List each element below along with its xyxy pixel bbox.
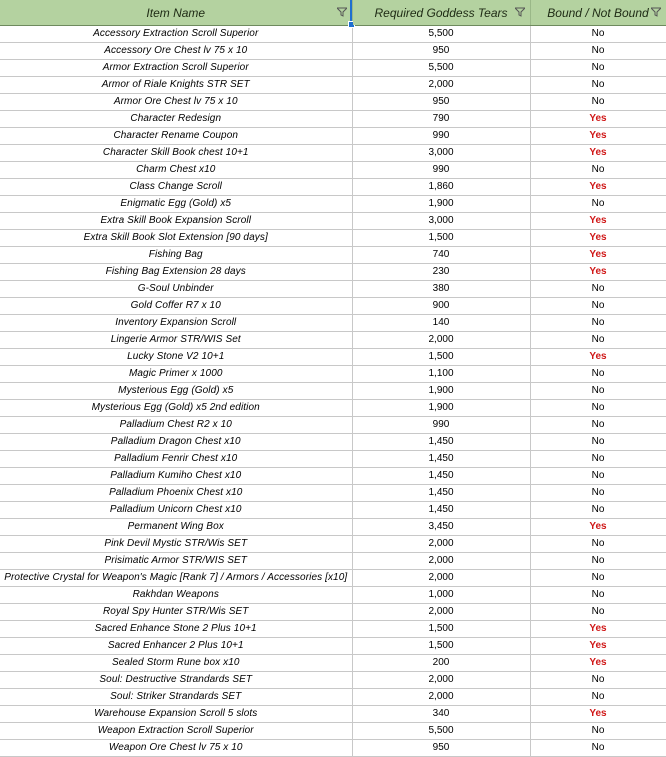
tears-cell[interactable]: 1,900 bbox=[352, 196, 530, 213]
name-cell[interactable]: Fishing Bag bbox=[0, 247, 352, 264]
tears-cell[interactable]: 5,500 bbox=[352, 60, 530, 77]
header-bound[interactable] bbox=[530, 0, 666, 26]
bound-cell[interactable]: No bbox=[530, 604, 666, 621]
table-row bbox=[0, 689, 666, 706]
name-cell[interactable]: Mysterious Egg (Gold) x5 2nd edition bbox=[0, 400, 352, 417]
tears-cell[interactable]: 3,450 bbox=[352, 519, 530, 536]
tears-cell[interactable]: 200 bbox=[352, 655, 530, 672]
name-cell[interactable]: Palladium Kumiho Chest x10 bbox=[0, 468, 352, 485]
table-row bbox=[0, 672, 666, 689]
name-cell[interactable]: Palladium Dragon Chest x10 bbox=[0, 434, 352, 451]
filter-icon[interactable] bbox=[651, 7, 661, 17]
name-cell[interactable]: Armor Extraction Scroll Superior bbox=[0, 60, 352, 77]
tears-cell[interactable]: 950 bbox=[352, 43, 530, 60]
table-row bbox=[0, 196, 666, 213]
name-cell[interactable]: Sacred Enhance Stone 2 Plus 10+1 bbox=[0, 621, 352, 638]
bound-cell[interactable]: No bbox=[530, 468, 666, 485]
bound-cell[interactable]: No bbox=[530, 417, 666, 434]
header-item-name[interactable] bbox=[0, 0, 352, 26]
table-row bbox=[0, 383, 666, 400]
table-row bbox=[0, 604, 666, 621]
tears-cell[interactable]: 1,500 bbox=[352, 230, 530, 247]
name-cell[interactable]: Weapon Extraction Scroll Superior bbox=[0, 723, 352, 740]
tears-cell[interactable]: 2,000 bbox=[352, 332, 530, 349]
tears-cell[interactable]: 140 bbox=[352, 315, 530, 332]
header-tears-label: Required Goddess Tears bbox=[374, 5, 508, 20]
name-cell[interactable]: Palladium Chest R2 x 10 bbox=[0, 417, 352, 434]
tears-cell[interactable]: 1,100 bbox=[352, 366, 530, 383]
name-cell[interactable]: Mysterious Egg (Gold) x5 bbox=[0, 383, 352, 400]
name-cell[interactable]: Extra Skill Book Expansion Scroll bbox=[0, 213, 352, 230]
table-row bbox=[0, 349, 666, 366]
tears-cell[interactable]: 1,900 bbox=[352, 400, 530, 417]
table-row bbox=[0, 77, 666, 94]
tears-cell[interactable]: 3,000 bbox=[352, 213, 530, 230]
bound-cell[interactable]: No bbox=[530, 43, 666, 60]
tears-cell[interactable]: 990 bbox=[352, 162, 530, 179]
tears-cell[interactable]: 5,500 bbox=[352, 26, 530, 43]
name-cell[interactable]: Palladium Fenrir Chest x10 bbox=[0, 451, 352, 468]
bound-cell[interactable]: No bbox=[530, 689, 666, 706]
tears-cell[interactable]: 2,000 bbox=[352, 570, 530, 587]
bound-cell[interactable]: Yes bbox=[530, 264, 666, 281]
bound-cell[interactable]: Yes bbox=[530, 247, 666, 264]
name-cell[interactable]: Class Change Scroll bbox=[0, 179, 352, 196]
table-row bbox=[0, 400, 666, 417]
table-row bbox=[0, 43, 666, 60]
bound-cell[interactable]: No bbox=[530, 366, 666, 383]
bound-cell[interactable]: Yes bbox=[530, 145, 666, 162]
tears-cell[interactable]: 990 bbox=[352, 417, 530, 434]
tears-cell[interactable]: 950 bbox=[352, 740, 530, 757]
bound-cell[interactable]: No bbox=[530, 723, 666, 740]
tears-cell[interactable]: 2,000 bbox=[352, 536, 530, 553]
name-cell[interactable]: Rakhdan Weapons bbox=[0, 587, 352, 604]
bound-cell[interactable]: Yes bbox=[530, 128, 666, 145]
name-cell[interactable]: Character Redesign bbox=[0, 111, 352, 128]
tears-cell[interactable]: 2,000 bbox=[352, 672, 530, 689]
name-cell[interactable]: Soul: Striker Strandards SET bbox=[0, 689, 352, 706]
name-cell[interactable]: Extra Skill Book Slot Extension [90 days] bbox=[0, 230, 352, 247]
tears-cell[interactable]: 1,500 bbox=[352, 638, 530, 655]
bound-cell[interactable]: No bbox=[530, 77, 666, 94]
tears-cell[interactable]: 1,450 bbox=[352, 468, 530, 485]
bound-cell[interactable]: Yes bbox=[530, 213, 666, 230]
name-cell[interactable]: Character Rename Coupon bbox=[0, 128, 352, 145]
tears-cell[interactable]: 900 bbox=[352, 298, 530, 315]
tears-cell[interactable]: 2,000 bbox=[352, 553, 530, 570]
bound-cell[interactable]: No bbox=[530, 570, 666, 587]
table-row bbox=[0, 145, 666, 162]
name-cell[interactable]: Sacred Enhancer 2 Plus 10+1 bbox=[0, 638, 352, 655]
bound-cell[interactable]: No bbox=[530, 60, 666, 77]
table-row bbox=[0, 179, 666, 196]
bound-cell[interactable]: No bbox=[530, 672, 666, 689]
table-row bbox=[0, 468, 666, 485]
tears-cell[interactable]: 2,000 bbox=[352, 604, 530, 621]
bound-cell[interactable]: No bbox=[530, 26, 666, 43]
filter-icon[interactable] bbox=[515, 7, 525, 17]
name-cell[interactable]: Weapon Ore Chest lv 75 x 10 bbox=[0, 740, 352, 757]
bound-cell[interactable]: No bbox=[530, 196, 666, 213]
table-row bbox=[0, 621, 666, 638]
bound-cell[interactable]: No bbox=[530, 485, 666, 502]
name-cell[interactable]: Gold Coffer R7 x 10 bbox=[0, 298, 352, 315]
bound-cell[interactable]: No bbox=[530, 315, 666, 332]
tears-cell[interactable]: 1,450 bbox=[352, 485, 530, 502]
table-row bbox=[0, 298, 666, 315]
tears-cell[interactable]: 340 bbox=[352, 706, 530, 723]
bound-cell[interactable]: No bbox=[530, 536, 666, 553]
tears-cell[interactable]: 1,500 bbox=[352, 349, 530, 366]
table-row bbox=[0, 94, 666, 111]
tears-cell[interactable]: 1,450 bbox=[352, 502, 530, 519]
tears-cell[interactable]: 230 bbox=[352, 264, 530, 281]
bound-cell[interactable]: No bbox=[530, 553, 666, 570]
bound-cell[interactable]: Yes bbox=[530, 706, 666, 723]
bound-cell[interactable]: Yes bbox=[530, 638, 666, 655]
table-row bbox=[0, 162, 666, 179]
bound-cell[interactable]: No bbox=[530, 298, 666, 315]
name-cell[interactable]: Soul: Destructive Strandards SET bbox=[0, 672, 352, 689]
table-row bbox=[0, 366, 666, 383]
tears-cell[interactable]: 740 bbox=[352, 247, 530, 264]
name-cell[interactable]: G-Soul Unbinder bbox=[0, 281, 352, 298]
bound-cell[interactable]: Yes bbox=[530, 179, 666, 196]
bound-cell[interactable]: No bbox=[530, 383, 666, 400]
name-cell[interactable]: Lingerie Armor STR/WIS Set bbox=[0, 332, 352, 349]
table-row bbox=[0, 60, 666, 77]
table-row bbox=[0, 740, 666, 757]
bound-cell[interactable]: No bbox=[530, 400, 666, 417]
table-row bbox=[0, 247, 666, 264]
bound-cell[interactable]: Yes bbox=[530, 111, 666, 128]
bound-cell[interactable]: Yes bbox=[530, 349, 666, 366]
header-bound-label: Bound / Not Bound bbox=[547, 5, 649, 20]
name-cell[interactable]: Lucky Stone V2 10+1 bbox=[0, 349, 352, 366]
name-cell[interactable]: Sealed Storm Rune box x10 bbox=[0, 655, 352, 672]
bound-cell[interactable]: No bbox=[530, 587, 666, 604]
bound-cell[interactable]: Yes bbox=[530, 655, 666, 672]
tears-cell[interactable]: 1,500 bbox=[352, 621, 530, 638]
tears-cell[interactable]: 950 bbox=[352, 94, 530, 111]
tears-cell[interactable]: 790 bbox=[352, 111, 530, 128]
tears-cell[interactable]: 990 bbox=[352, 128, 530, 145]
table-row bbox=[0, 723, 666, 740]
name-cell[interactable]: Accessory Extraction Scroll Superior bbox=[0, 26, 352, 43]
name-cell[interactable]: Palladium Unicorn Chest x10 bbox=[0, 502, 352, 519]
name-cell[interactable]: Accessory Ore Chest lv 75 x 10 bbox=[0, 43, 352, 60]
tears-cell[interactable]: 2,000 bbox=[352, 77, 530, 94]
bound-cell[interactable]: No bbox=[530, 434, 666, 451]
table-row bbox=[0, 553, 666, 570]
name-cell[interactable]: Armor of Riale Knights STR SET bbox=[0, 77, 352, 94]
table-row bbox=[0, 434, 666, 451]
bound-cell[interactable]: Yes bbox=[530, 519, 666, 536]
table-row bbox=[0, 230, 666, 247]
tears-cell[interactable]: 3,000 bbox=[352, 145, 530, 162]
tears-cell[interactable]: 5,500 bbox=[352, 723, 530, 740]
name-cell[interactable]: Inventory Expansion Scroll bbox=[0, 315, 352, 332]
table-row bbox=[0, 417, 666, 434]
header-tears[interactable] bbox=[352, 0, 530, 26]
name-cell[interactable]: Protective Crystal for Weapon's Magic [Rank 7] / Armors / Accessories [x10] bbox=[0, 570, 352, 587]
bound-cell[interactable]: Yes bbox=[530, 621, 666, 638]
bound-cell[interactable]: Yes bbox=[530, 230, 666, 247]
name-cell[interactable]: Prisimatic Armor STR/WIS SET bbox=[0, 553, 352, 570]
table-row bbox=[0, 570, 666, 587]
name-cell[interactable]: Magic Primer x 1000 bbox=[0, 366, 352, 383]
bound-cell[interactable]: No bbox=[530, 332, 666, 349]
table-row bbox=[0, 485, 666, 502]
table-row bbox=[0, 706, 666, 723]
table-row bbox=[0, 128, 666, 145]
table-row bbox=[0, 264, 666, 281]
tears-cell[interactable]: 380 bbox=[352, 281, 530, 298]
filter-icon[interactable] bbox=[337, 7, 347, 17]
tears-cell[interactable]: 1,900 bbox=[352, 383, 530, 400]
tears-cell[interactable]: 1,000 bbox=[352, 587, 530, 604]
table-row bbox=[0, 502, 666, 519]
header-item-name-label: Item Name bbox=[146, 5, 206, 20]
table-row bbox=[0, 315, 666, 332]
table-row bbox=[0, 111, 666, 128]
name-cell[interactable]: Palladium Phoenix Chest x10 bbox=[0, 485, 352, 502]
table-row bbox=[0, 26, 666, 43]
name-cell[interactable]: Warehouse Expansion Scroll 5 slots bbox=[0, 706, 352, 723]
table-body bbox=[0, 26, 666, 757]
tears-cell[interactable]: 1,450 bbox=[352, 434, 530, 451]
bound-cell[interactable]: No bbox=[530, 281, 666, 298]
tears-cell[interactable]: 2,000 bbox=[352, 689, 530, 706]
bound-cell[interactable]: No bbox=[530, 502, 666, 519]
table-row bbox=[0, 451, 666, 468]
name-cell[interactable]: Permanent Wing Box bbox=[0, 519, 352, 536]
name-cell[interactable]: Armor Ore Chest lv 75 x 10 bbox=[0, 94, 352, 111]
table-row bbox=[0, 536, 666, 553]
table-row bbox=[0, 655, 666, 672]
table-row bbox=[0, 213, 666, 230]
bound-cell[interactable]: No bbox=[530, 740, 666, 757]
name-cell[interactable]: Enigmatic Egg (Gold) x5 bbox=[0, 196, 352, 213]
table-row bbox=[0, 638, 666, 655]
tears-cell[interactable]: 1,860 bbox=[352, 179, 530, 196]
header-row bbox=[0, 0, 666, 26]
table-row bbox=[0, 587, 666, 604]
table-row bbox=[0, 332, 666, 349]
name-cell[interactable]: Royal Spy Hunter STR/Wis SET bbox=[0, 604, 352, 621]
name-cell[interactable]: Pink Devil Mystic STR/Wis SET bbox=[0, 536, 352, 553]
bound-cell[interactable]: No bbox=[530, 451, 666, 468]
name-cell[interactable]: Character Skill Book chest 10+1 bbox=[0, 145, 352, 162]
name-cell[interactable]: Charm Chest x10 bbox=[0, 162, 352, 179]
bound-cell[interactable]: No bbox=[530, 162, 666, 179]
name-cell[interactable]: Fishing Bag Extension 28 days bbox=[0, 264, 352, 281]
table-row bbox=[0, 519, 666, 536]
table-row bbox=[0, 281, 666, 298]
tears-cell[interactable]: 1,450 bbox=[352, 451, 530, 468]
bound-cell[interactable]: No bbox=[530, 94, 666, 111]
